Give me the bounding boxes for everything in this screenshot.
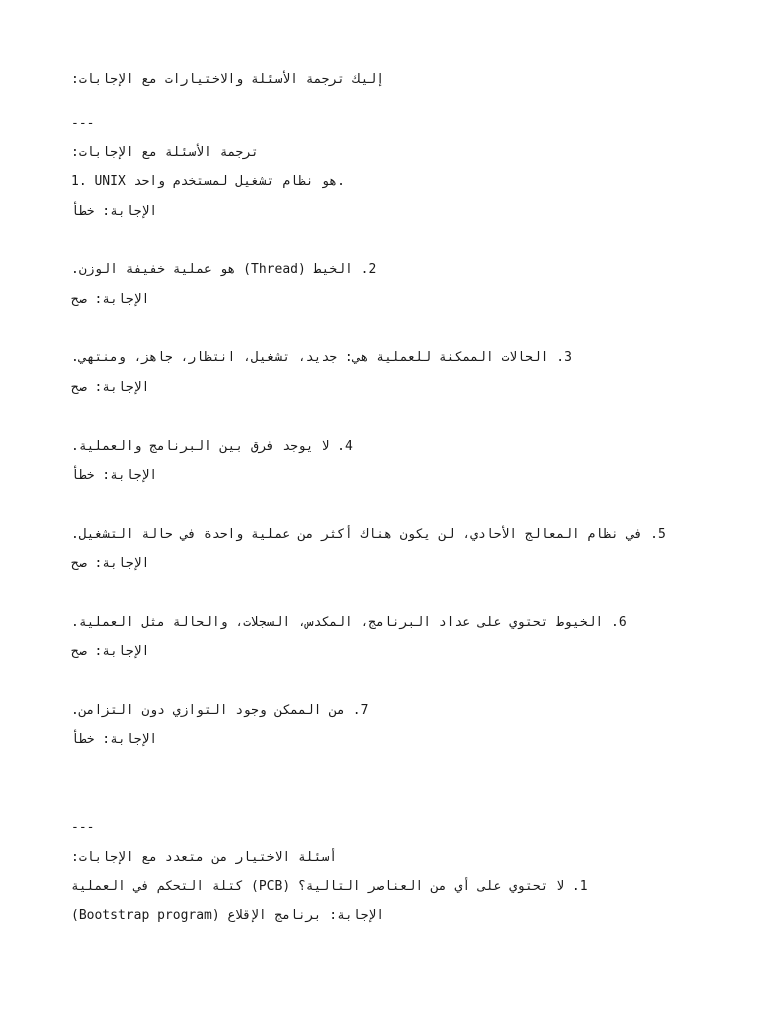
multiple-choice-heading: أسئلة الاختيار من متعدد مع الإجابات: <box>71 850 338 865</box>
tf-answer-1: الإجابة: خطأ <box>71 204 158 219</box>
separator: --- <box>71 820 95 835</box>
tf-answer-4: الإجابة: خطأ <box>71 468 158 483</box>
tf-question-3: 3. الحالات الممكنة للعملية هي: جديد، تشغيل، انتظار، جاهز، ومنتهي. <box>71 350 572 365</box>
tf-question-4: 4. لا يوجد فرق بين البرنامج والعملية. <box>71 439 353 454</box>
tf-answer-2: الإجابة: صح <box>71 292 150 307</box>
intro-text: إليك ترجمة الأسئلة والاختيارات مع الإجابات: <box>71 72 385 87</box>
true-false-heading: ترجمة الأسئلة مع الإجابات: <box>71 145 259 160</box>
mc-answer-1: الإجابة: برنامج الإقلاع (Bootstrap program) <box>71 908 385 923</box>
tf-answer-5: الإجابة: صح <box>71 556 150 571</box>
tf-question-5: 5. في نظام المعالج الأحادي، لن يكون هناك أكثر من عملية واحدة في حالة التشغيل. <box>71 527 666 542</box>
tf-question-1: 1. UNIX هو نظام تشغيل لمستخدم واحد. <box>71 174 345 189</box>
tf-question-6: 6. الخيوط تحتوي على عداد البرنامج، المكدس، السجلات، والحالة مثل العملية. <box>71 615 627 630</box>
tf-answer-3: الإجابة: صح <box>71 380 150 395</box>
tf-question-2: 2. الخيط (Thread) هو عملية خفيفة الوزن. <box>71 262 377 277</box>
separator: --- <box>71 116 95 131</box>
mc-question-1: 1. لا تحتوي على أي من العناصر التالية؟ (PCB) كتلة التحكم في العملية <box>71 879 588 894</box>
tf-question-7: 7. من الممكن وجود التوازي دون التزامن. <box>71 703 369 718</box>
tf-answer-6: الإجابة: صح <box>71 644 150 659</box>
tf-answer-7: الإجابة: خطأ <box>71 732 158 747</box>
